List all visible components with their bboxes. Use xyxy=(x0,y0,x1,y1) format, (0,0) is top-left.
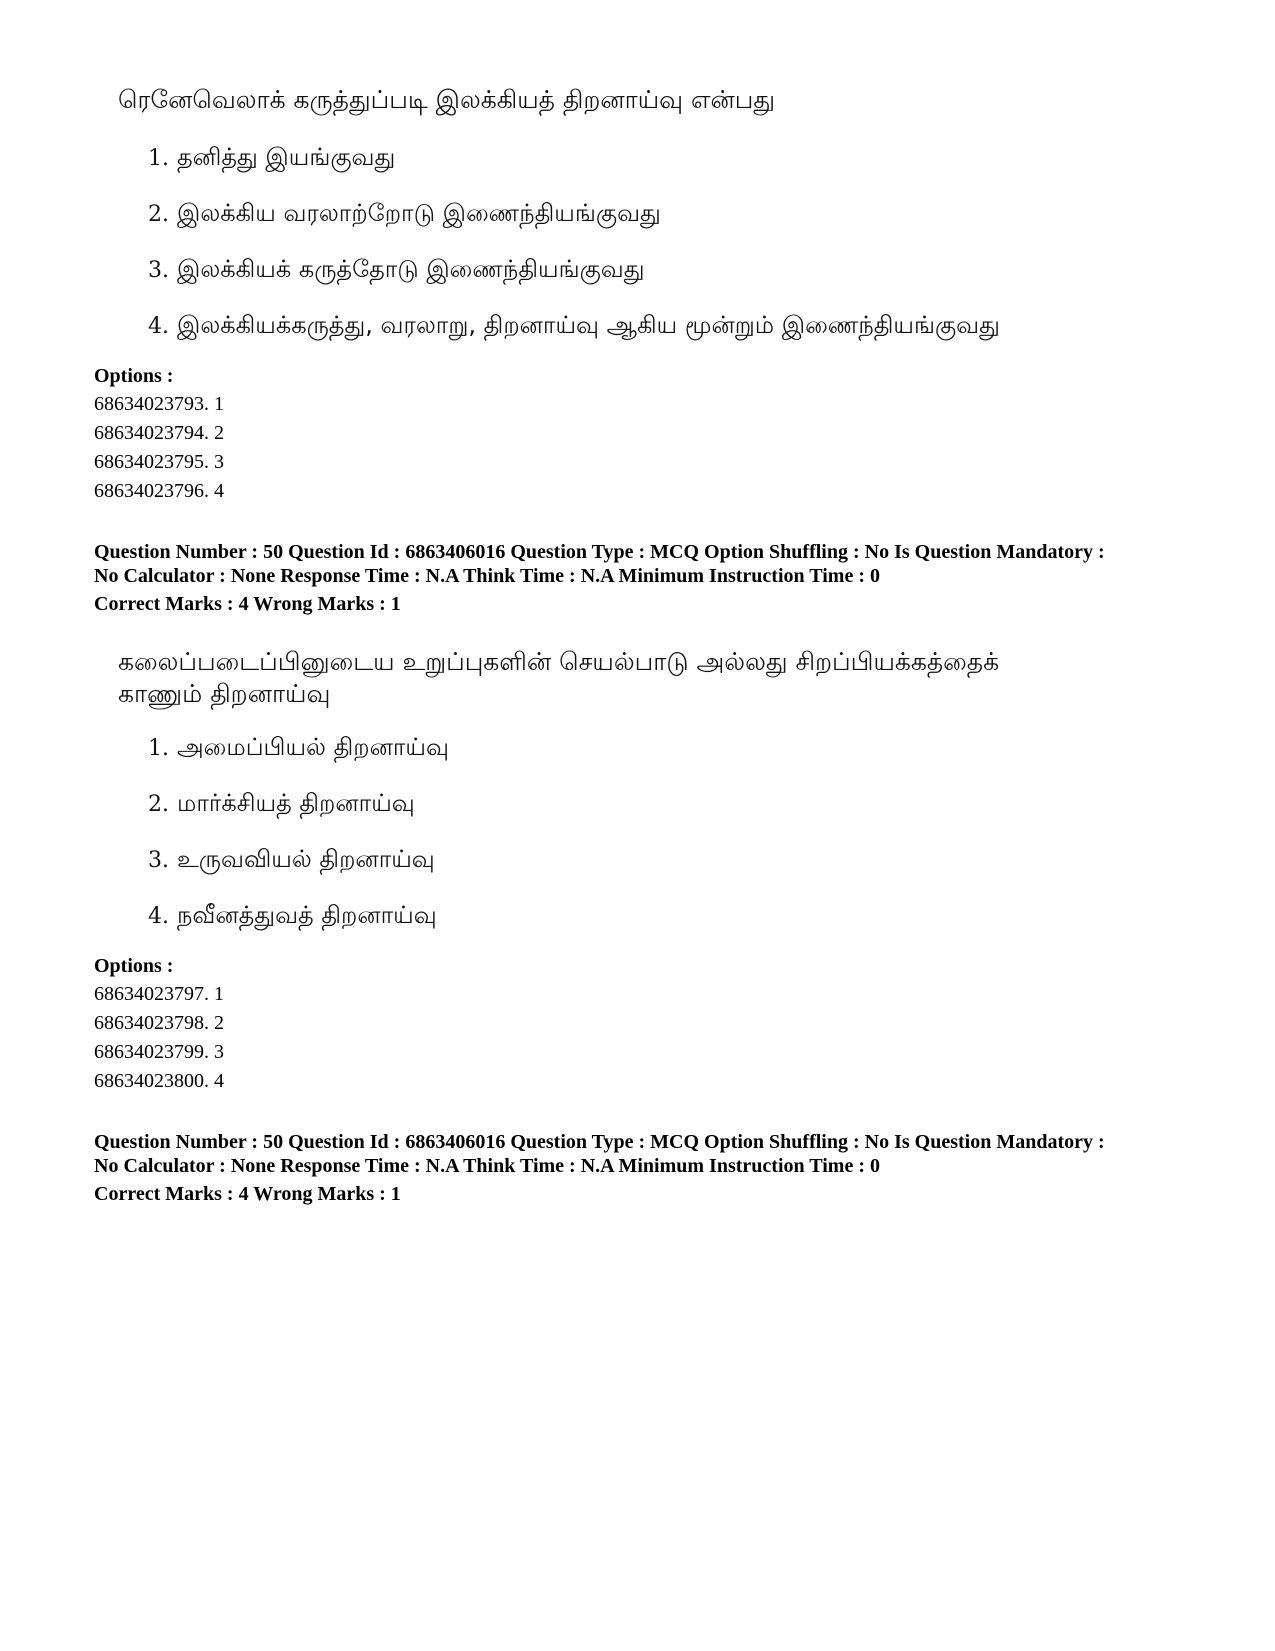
choice-number: 1. xyxy=(148,736,169,761)
choice-number: 4. xyxy=(148,904,169,929)
question-meta-line: No Calculator : None Response Time : N.A Think Time : N.A Minimum Instruction Time : 0 xyxy=(94,1155,880,1177)
question-text: ரெனேவெலாக் கருத்துப்படி இலக்கியத் திறனாய்வு என்பது xyxy=(118,85,776,114)
option-id: 68634023797. 1 xyxy=(94,983,224,1005)
choice-number: 2. xyxy=(148,792,169,817)
option-id: 68634023798. 2 xyxy=(94,1012,224,1034)
question-text: காணும் திறனாய்வு xyxy=(118,679,331,708)
choice-item xyxy=(148,900,437,932)
option-id: 68634023794. 2 xyxy=(94,422,224,444)
option-id: 68634023793. 1 xyxy=(94,393,224,415)
choice-item xyxy=(148,142,395,174)
marks-line: Correct Marks : 4 Wrong Marks : 1 xyxy=(94,593,401,615)
choice-item xyxy=(148,732,449,764)
choice-text: அமைப்பியல் திறனாய்வு xyxy=(177,733,449,761)
choice-item xyxy=(148,310,1000,342)
choice-text: மார்க்சியத் திறனாய்வு xyxy=(177,789,415,817)
choice-text: தனித்து இயங்குவது xyxy=(177,143,396,171)
question-meta-line: Question Number : 50 Question Id : 6863406016 Question Type : MCQ Option Shuffling : No Is Question Mandatory : xyxy=(94,541,1105,563)
question-meta-line: No Calculator : None Response Time : N.A Think Time : N.A Minimum Instruction Time : 0 xyxy=(94,565,880,587)
marks-line: Correct Marks : 4 Wrong Marks : 1 xyxy=(94,1183,401,1205)
choice-number: 4. xyxy=(148,314,169,339)
choice-number: 3. xyxy=(148,848,169,873)
options-label: Options : xyxy=(94,365,174,387)
choice-text: இலக்கியக் கருத்தோடு இணைந்தியங்குவது xyxy=(177,255,645,283)
choice-text: இலக்கியக்கருத்து, வரலாறு, திறனாய்வு ஆகிய மூன்றும் இணைந்தியங்குவது xyxy=(177,311,1000,339)
question-text: கலைப்படைப்பினுடைய உறுப்புகளின் செயல்பாடு அல்லது சிறப்பியக்கத்தைக் xyxy=(118,647,1000,676)
choice-item xyxy=(148,844,435,876)
choice-number: 2. xyxy=(148,202,169,227)
choice-text: நவீனத்துவத் திறனாய்வு xyxy=(177,901,437,929)
choice-item xyxy=(148,198,661,230)
choice-text: உருவவியல் திறனாய்வு xyxy=(177,845,435,873)
option-id: 68634023796. 4 xyxy=(94,480,224,502)
option-id: 68634023799. 3 xyxy=(94,1041,224,1063)
choice-text: இலக்கிய வரலாற்றோடு இணைந்தியங்குவது xyxy=(177,199,661,227)
choice-number: 1. xyxy=(148,146,169,171)
choice-item xyxy=(148,254,645,286)
question-meta-line: Question Number : 50 Question Id : 6863406016 Question Type : MCQ Option Shuffling : No Is Question Mandatory : xyxy=(94,1131,1105,1153)
option-id: 68634023795. 3 xyxy=(94,451,224,473)
option-id: 68634023800. 4 xyxy=(94,1070,224,1092)
choice-item xyxy=(148,788,415,820)
options-label: Options : xyxy=(94,955,174,977)
choice-number: 3. xyxy=(148,258,169,283)
